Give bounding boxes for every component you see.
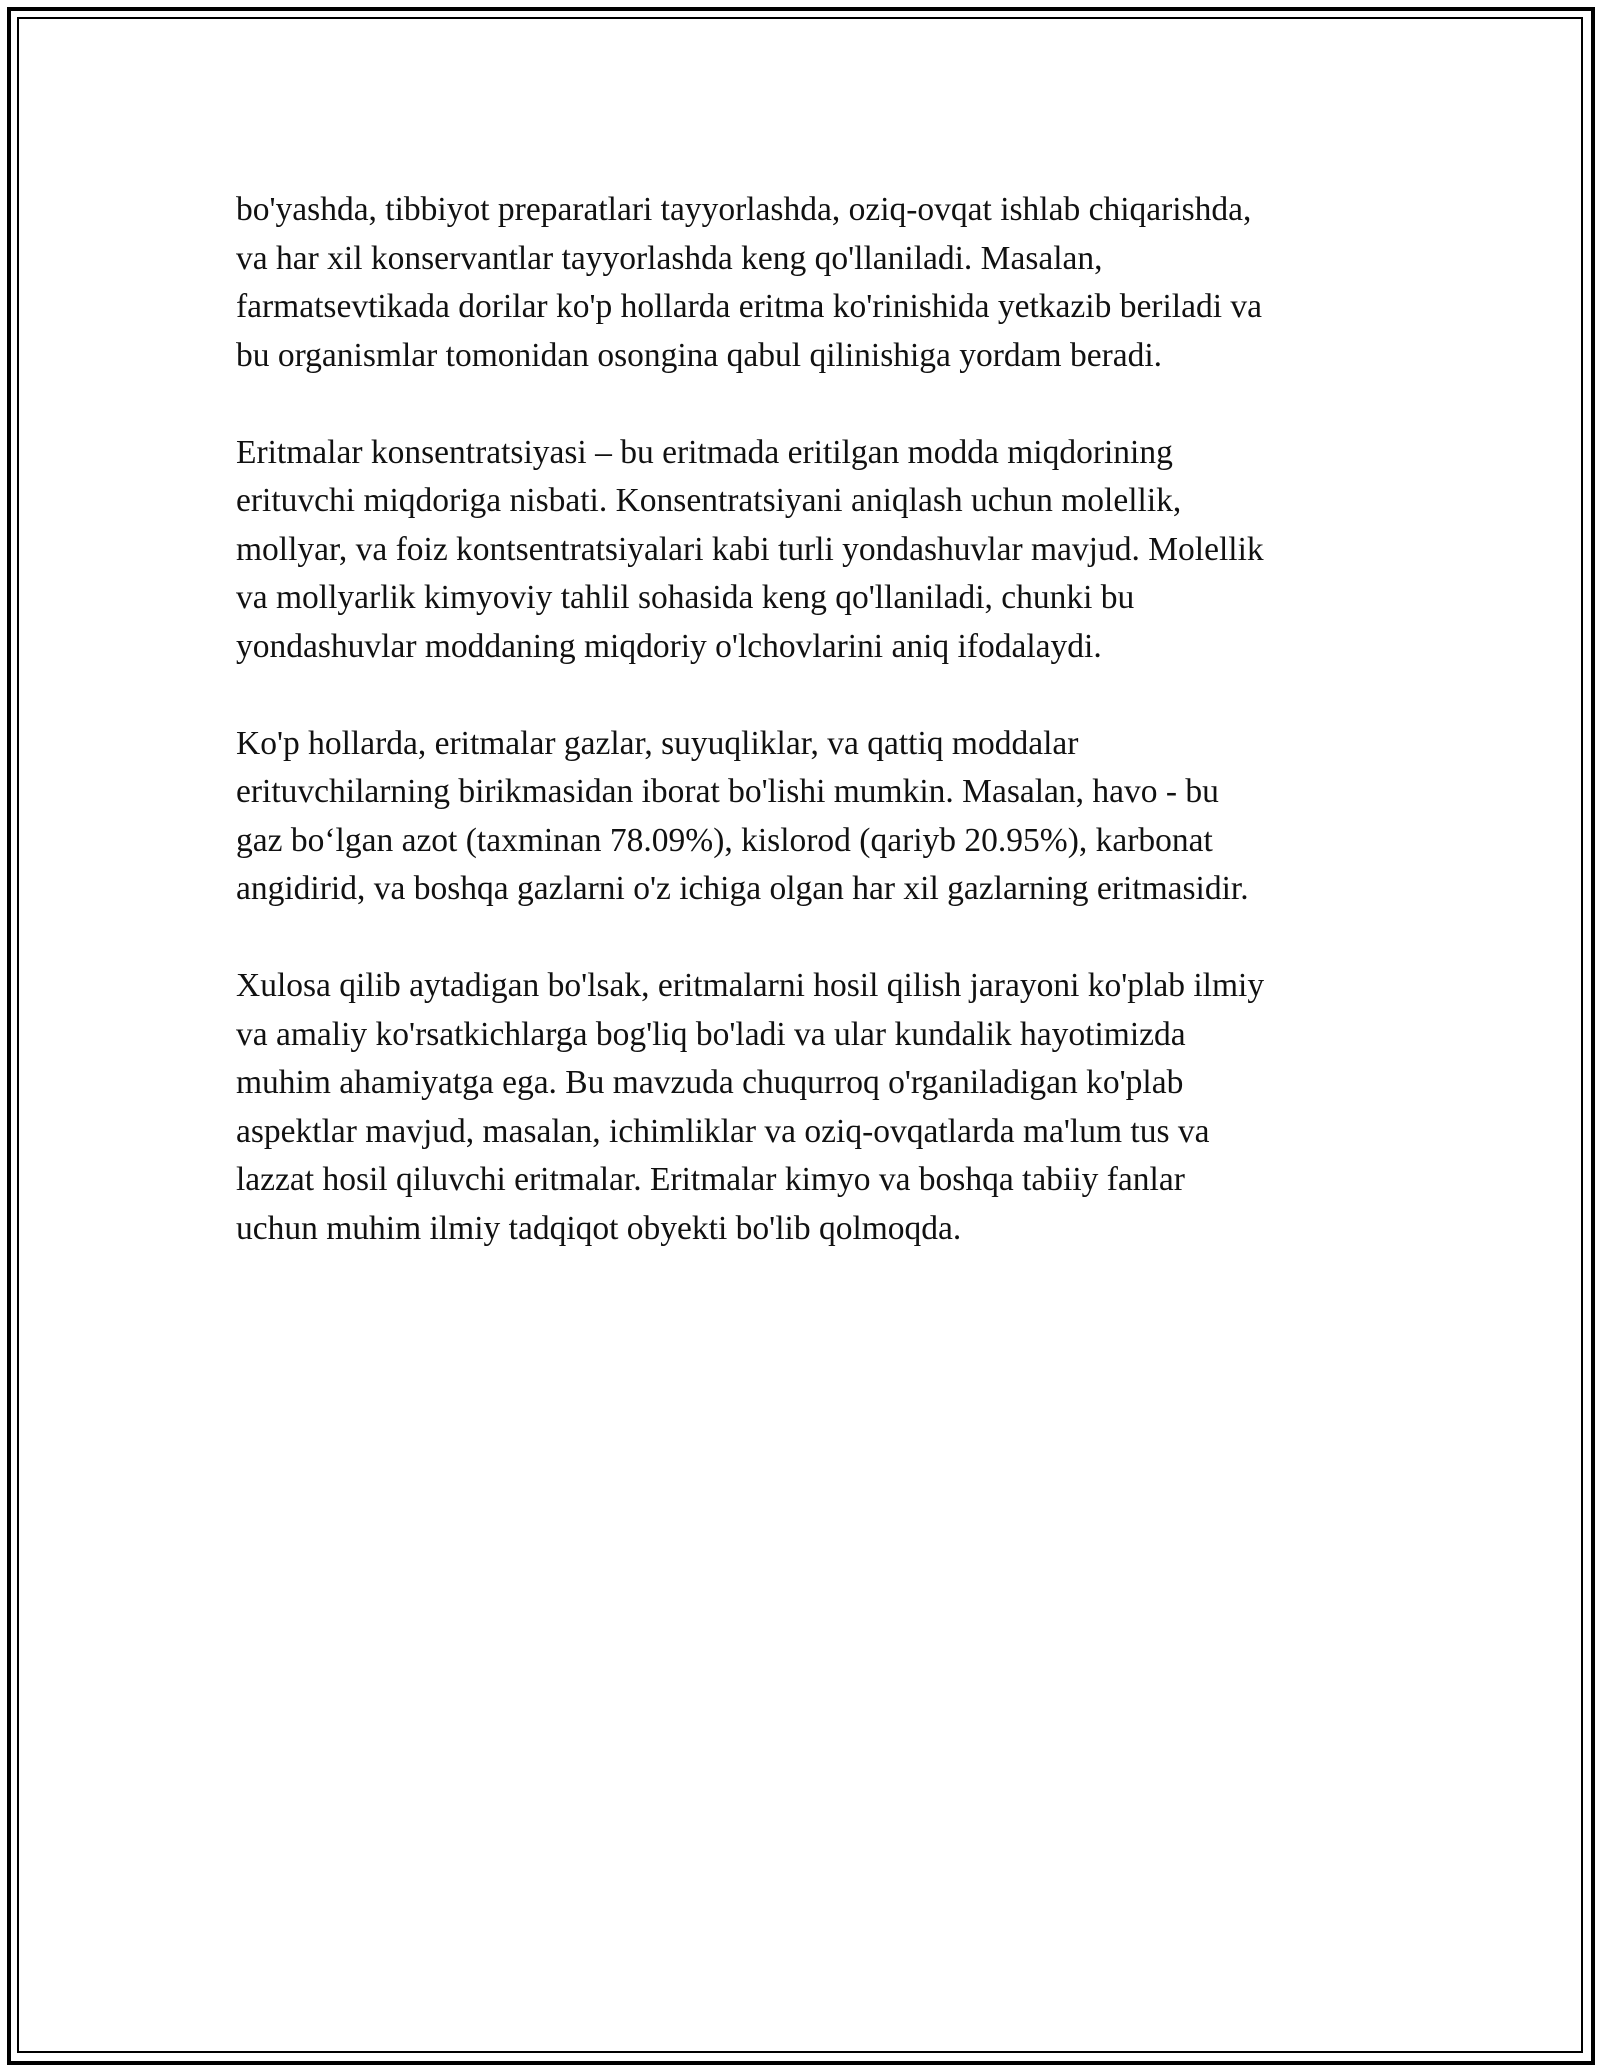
text-line: aspektlar mavjud, masalan, ichimliklar va oziq-ovqatlarda ma'lum tus va (236, 1112, 1210, 1150)
text-line: Eritmalar konsentratsiyasi – bu eritmada eritilgan modda miqdorining (236, 433, 1173, 471)
text-line: bu organismlar tomonidan osongina qabul qilinishiga yordam beradi. (236, 336, 1163, 374)
text-line: mollyar, va foiz kontsentratsiyalari kabi turli yondashuvlar mavjud. Molellik (236, 530, 1264, 568)
paragraph-3 (236, 720, 1366, 914)
text-line: va har xil konservantlar tayyorlashda keng qo'llaniladi. Masalan, (236, 239, 1103, 277)
text-line: va mollyarlik kimyoviy tahlil sohasida keng qo'llaniladi, chunki bu (236, 579, 1135, 616)
text-line: Xulosa qilib aytadigan bo'lsak, eritmalarni hosil qilish jarayoni ko'plab ilmiy (236, 967, 1265, 1004)
document-body (236, 186, 1366, 1302)
text-line: muhim ahamiyatga ega. Bu mavzuda chuqurroq o'rganiladigan ko'plab (236, 1064, 1184, 1101)
paragraph-4 (236, 962, 1366, 1253)
text-line: erituvchilarning birikmasidan iborat bo'lishi mumkin. Masalan, havo - bu (236, 773, 1219, 810)
text-line: angidirid, va boshqa gazlarni o'z ichiga olgan har xil gazlarning eritmasidir. (236, 870, 1249, 907)
text-line: yondashuvlar moddaning miqdoriy o'lchovlarini aniq ifodalaydi. (236, 627, 1102, 665)
text-line: lazzat hosil qiluvchi eritmalar. Eritmalar kimyo va boshqa tabiiy fanlar (236, 1161, 1185, 1198)
text-line: farmatsevtikada dorilar ko'p hollarda eritma ko'rinishida yetkazib beriladi va (236, 288, 1263, 325)
text-line: uchun muhim ilmiy tadqiqot obyekti bo'lib qolmoqda. (236, 1209, 962, 1247)
text-line: gaz bo‘lgan azot (taxminan 78.09%), kislorod (qariyb 20.95%), karbonat (236, 821, 1213, 859)
text-line: Ko'p hollarda, eritmalar gazlar, suyuqliklar, va qattiq moddalar (236, 724, 1079, 762)
paragraph-1 (236, 186, 1366, 380)
paragraph-2 (236, 429, 1366, 672)
text-line: erituvchi miqdoriga nisbati. Konsentratsiyani aniqlash uchun molellik, (236, 482, 1182, 519)
text-line: bo'yashda, tibbiyot preparatlari tayyorlashda, oziq-ovqat ishlab chiqarishda, (236, 191, 1252, 228)
text-line: va amaliy ko'rsatkichlarga bog'liq bo'ladi va ular kundalik hayotimizda (236, 1015, 1186, 1053)
